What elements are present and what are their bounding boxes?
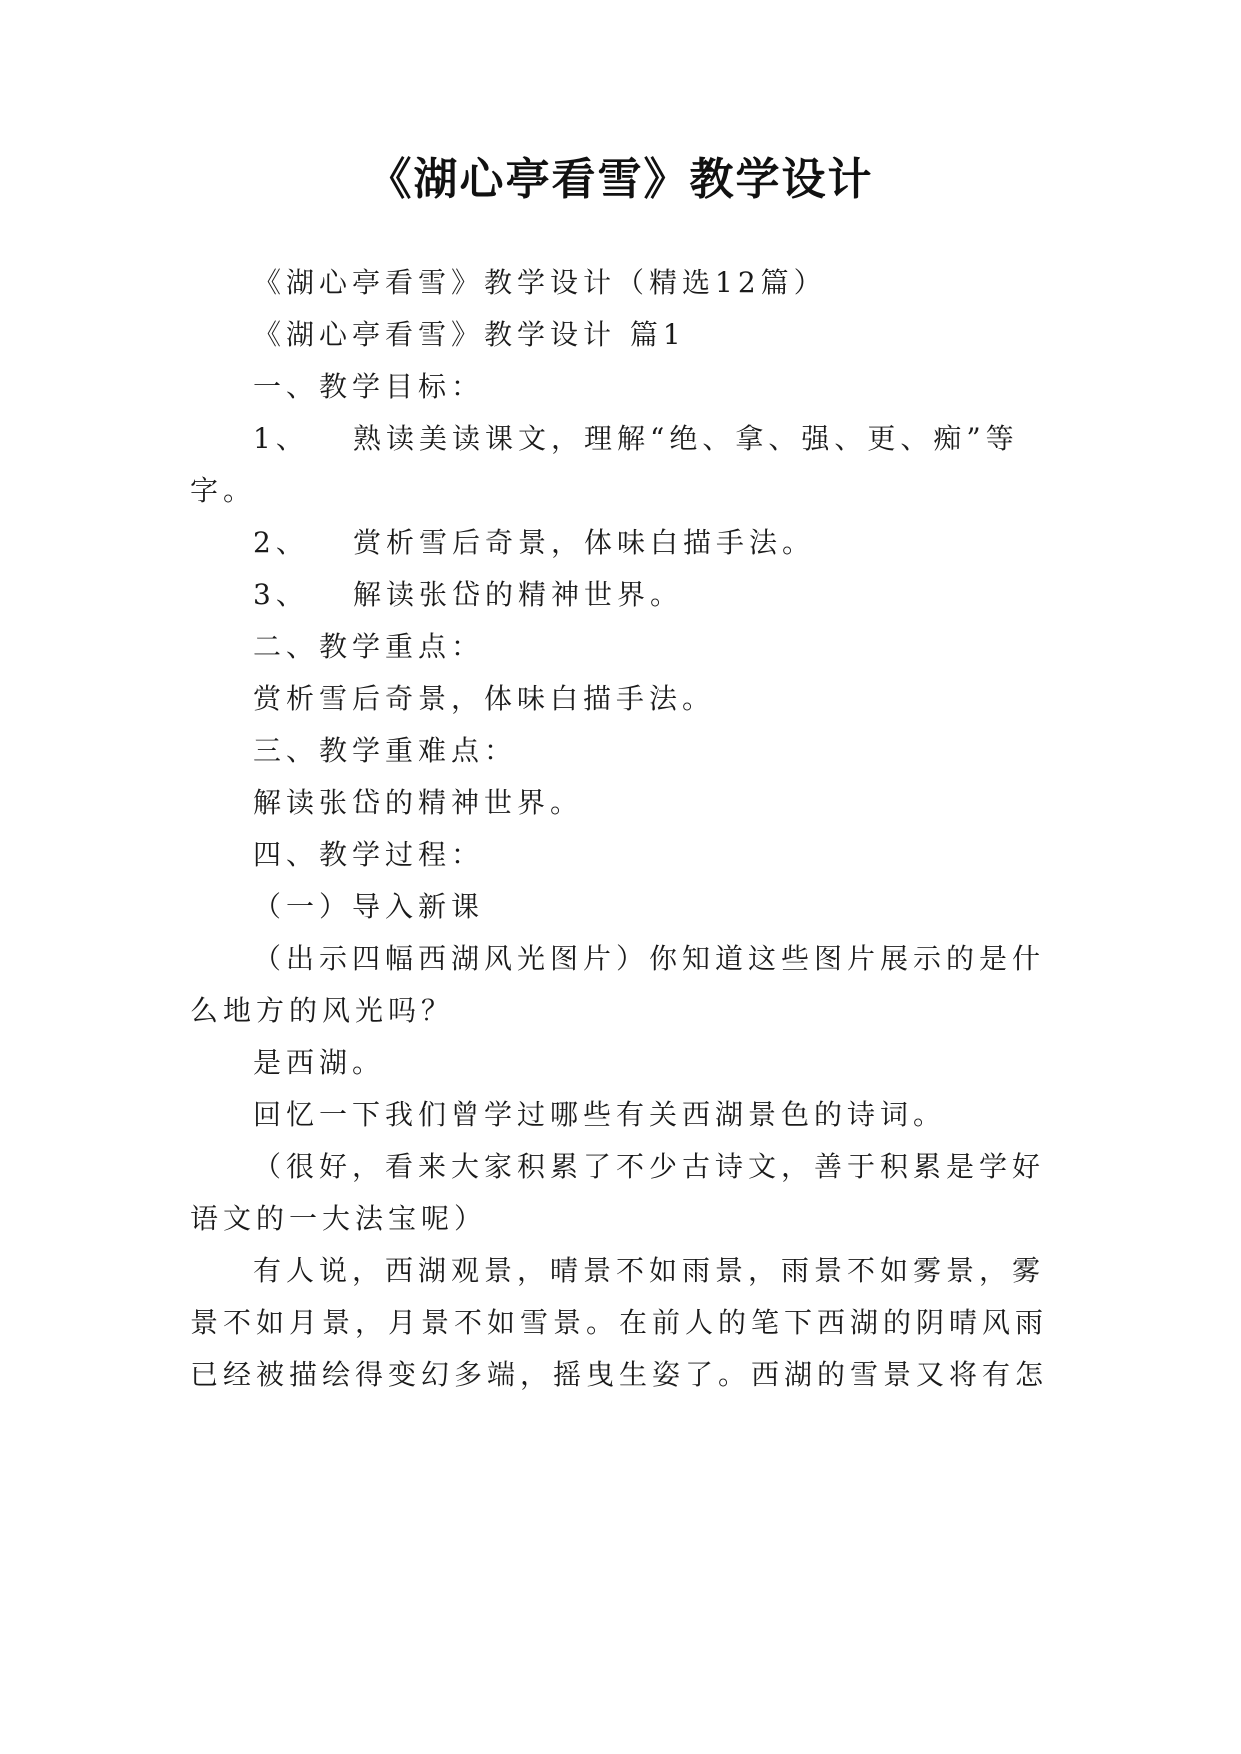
list-item-text: 赏析雪后奇景，体味白描手法。 — [353, 526, 816, 559]
paragraph-continuation: 语文的一大法宝呢） — [190, 1202, 488, 1235]
subheading-intro: （一）导入新课 — [253, 890, 485, 923]
paragraph-line: 赏析雪后奇景，体味白描手法。 — [253, 682, 716, 715]
section-heading: 《湖心亭看雪》教学设计 篇1 — [253, 318, 686, 351]
list-item-2 — [253, 523, 815, 563]
document-title: 《湖心亭看雪》教学设计 — [367, 154, 874, 205]
paragraph-continuation: 么地方的风光吗？ — [190, 994, 455, 1027]
subtitle-line: 《湖心亭看雪》教学设计（精选12篇） — [253, 266, 827, 299]
paragraph-line: （出示四幅西湖风光图片）你知道这些图片展示的是什 — [253, 942, 1046, 975]
list-item-text: 熟读美读课文，理解“绝、拿、强、更、痴”等 — [353, 422, 1019, 455]
paragraph-line: （很好，看来大家积累了不少古诗文，善于积累是学好 — [253, 1150, 1046, 1183]
list-number: 2、 — [253, 526, 309, 559]
paragraph-line: 有人说，西湖观景，晴景不如雨景，雨景不如雾景，雾 — [253, 1254, 1046, 1287]
heading-objectives: 一、教学目标： — [253, 370, 485, 403]
list-item-text: 解读张岱的精神世界。 — [353, 578, 684, 611]
paragraph-line: 回忆一下我们曾学过哪些有关西湖景色的诗词。 — [253, 1098, 947, 1131]
heading-key-points: 二、教学重点： — [253, 630, 485, 663]
list-number: 1、 — [253, 422, 309, 455]
list-item-3 — [253, 575, 683, 615]
heading-difficulties: 三、教学重难点： — [253, 734, 518, 767]
list-number: 3、 — [253, 578, 309, 611]
list-item-1 — [253, 419, 1019, 459]
paragraph-continuation: 字。 — [190, 474, 257, 507]
paragraph-line: 是西湖。 — [253, 1046, 386, 1079]
paragraph-continuation: 已经被描绘得变幻多端，摇曳生姿了。西湖的雪景又将有怎 — [190, 1358, 1049, 1391]
paragraph-line: 解读张岱的精神世界。 — [253, 786, 584, 819]
paragraph-continuation: 景不如月景，月景不如雪景。在前人的笔下西湖的阴晴风雨 — [190, 1306, 1049, 1339]
heading-process: 四、教学过程： — [253, 838, 485, 871]
